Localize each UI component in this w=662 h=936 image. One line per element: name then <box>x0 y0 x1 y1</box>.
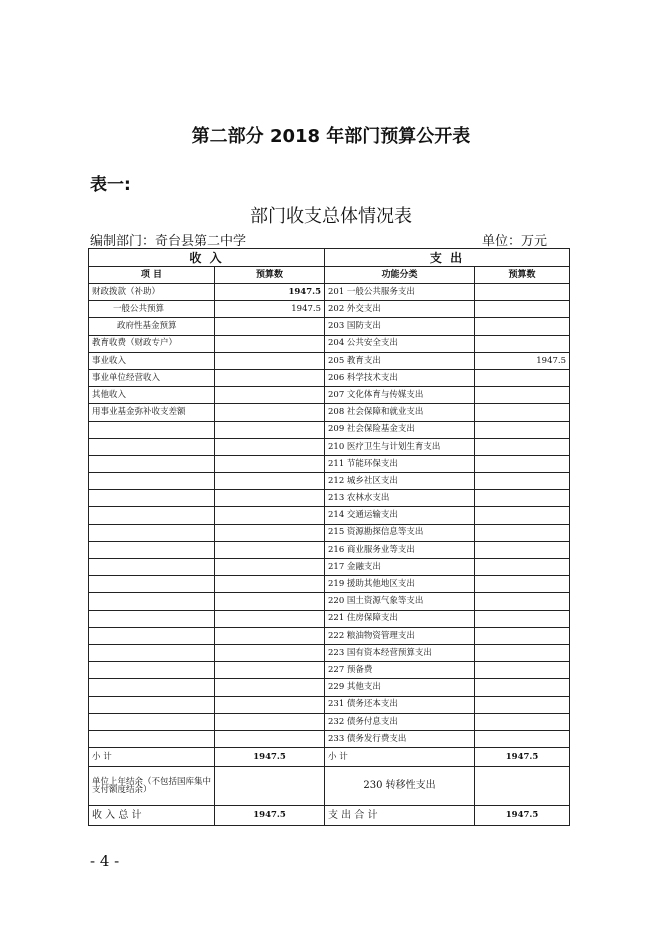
expense-value-cell <box>475 369 570 386</box>
income-value-cell <box>215 455 325 472</box>
expense-header: 支 出 <box>325 249 570 267</box>
income-item-cell <box>89 610 215 627</box>
expense-item-cell: 212 城乡社区支出 <box>325 473 475 490</box>
expense-item-cell: 207 文化体育与传媒支出 <box>325 387 475 404</box>
table-row <box>89 490 570 507</box>
income-item-cell <box>89 473 215 490</box>
expense-value-cell <box>475 318 570 335</box>
table-row <box>89 455 570 472</box>
col-budget-header: 预算数 <box>215 267 325 284</box>
table-row <box>89 696 570 713</box>
expense-value-cell <box>475 696 570 713</box>
expense-item-cell: 227 预备费 <box>325 662 475 679</box>
income-value-cell <box>215 335 325 352</box>
income-item-cell: 教育收费（财政专户） <box>89 335 215 352</box>
income-value-cell <box>215 644 325 661</box>
page-number: - 4 - <box>90 852 120 870</box>
expense-subtotal-value: 1947.5 <box>475 748 570 767</box>
expense-item-cell: 222 粮油物资管理支出 <box>325 627 475 644</box>
carryover-income-value <box>215 767 325 806</box>
expense-value-cell: 1947.5 <box>475 352 570 369</box>
table-row <box>89 593 570 610</box>
expense-item-cell: 202 外交支出 <box>325 301 475 318</box>
col-func-header: 功能分类 <box>325 267 475 284</box>
table-row <box>89 284 570 301</box>
expense-value-cell <box>475 387 570 404</box>
income-value-cell: 1947.5 <box>215 301 325 318</box>
table-row <box>89 369 570 386</box>
table-row <box>89 421 570 438</box>
expense-item-cell: 231 债务还本支出 <box>325 696 475 713</box>
expense-subtotal-label: 小 计 <box>325 748 475 767</box>
carryover-row <box>89 767 570 806</box>
income-value-cell <box>215 713 325 730</box>
unit-label: 单位：万元 <box>482 234 548 249</box>
table-row <box>89 713 570 730</box>
expense-item-cell: 214 交通运输支出 <box>325 507 475 524</box>
expense-item-cell: 232 债务付息支出 <box>325 713 475 730</box>
income-subtotal-value: 1947.5 <box>215 748 325 767</box>
expense-item-cell: 221 住房保障支出 <box>325 610 475 627</box>
income-value-cell <box>215 318 325 335</box>
income-value-cell <box>215 507 325 524</box>
table-row <box>89 318 570 335</box>
income-item-cell <box>89 421 215 438</box>
income-header: 收 入 <box>89 249 325 267</box>
expense-value-cell <box>475 490 570 507</box>
table-row <box>89 352 570 369</box>
carryover-expense-label: 230 转移性支出 <box>325 767 475 806</box>
expense-total-label: 支 出 合 计 <box>325 806 475 826</box>
table-row <box>89 507 570 524</box>
income-item-cell <box>89 730 215 747</box>
expense-item-cell: 229 其他支出 <box>325 679 475 696</box>
expense-value-cell <box>475 627 570 644</box>
income-item-cell <box>89 662 215 679</box>
expense-value-cell <box>475 404 570 421</box>
expense-item-cell: 210 医疗卫生与计划生育支出 <box>325 438 475 455</box>
expense-item-cell: 211 节能环保支出 <box>325 455 475 472</box>
table-row <box>89 404 570 421</box>
table-row <box>89 335 570 352</box>
income-value-cell <box>215 404 325 421</box>
expense-item-cell: 205 教育支出 <box>325 352 475 369</box>
income-value-cell <box>215 387 325 404</box>
income-item-cell: 事业收入 <box>89 352 215 369</box>
expense-item-cell: 203 国防支出 <box>325 318 475 335</box>
section-header-row <box>89 249 570 267</box>
income-value-cell <box>215 541 325 558</box>
income-value-cell <box>215 421 325 438</box>
column-header-row <box>89 267 570 284</box>
expense-value-cell <box>475 713 570 730</box>
col-budget2-header: 预算数 <box>475 267 570 284</box>
expense-value-cell <box>475 662 570 679</box>
income-item-cell <box>89 644 215 661</box>
expense-item-cell: 213 农林水支出 <box>325 490 475 507</box>
income-item-cell: 其他收入 <box>89 387 215 404</box>
table-row <box>89 679 570 696</box>
income-value-cell <box>215 679 325 696</box>
income-value-cell <box>215 559 325 576</box>
income-item-cell <box>89 593 215 610</box>
income-item-cell <box>89 576 215 593</box>
income-value-cell: 1947.5 <box>215 284 325 301</box>
department-label: 编制部门：奇台县第二中学 <box>90 234 247 249</box>
expense-value-cell <box>475 644 570 661</box>
table-row <box>89 473 570 490</box>
income-item-cell: 财政拨款（补助） <box>89 284 215 301</box>
income-value-cell <box>215 490 325 507</box>
expense-value-cell <box>475 301 570 318</box>
income-item-cell <box>89 541 215 558</box>
expense-item-cell: 208 社会保障和就业支出 <box>325 404 475 421</box>
expense-value-cell <box>475 576 570 593</box>
expense-value-cell <box>475 524 570 541</box>
expense-value-cell <box>475 455 570 472</box>
table-row <box>89 541 570 558</box>
income-item-cell: 事业单位经营收入 <box>89 369 215 386</box>
expense-value-cell <box>475 541 570 558</box>
expense-item-cell: 233 债务发行费支出 <box>325 730 475 747</box>
expense-value-cell <box>475 284 570 301</box>
expense-item-cell: 209 社会保险基金支出 <box>325 421 475 438</box>
income-value-cell <box>215 610 325 627</box>
table-row <box>89 662 570 679</box>
table-number: 表一: <box>90 175 131 195</box>
subtotal-row <box>89 748 570 767</box>
income-value-cell <box>215 524 325 541</box>
income-value-cell <box>215 627 325 644</box>
expense-total-value: 1947.5 <box>475 806 570 826</box>
income-value-cell <box>215 662 325 679</box>
expense-item-cell: 206 科学技术支出 <box>325 369 475 386</box>
income-item-cell <box>89 559 215 576</box>
income-total-value: 1947.5 <box>215 806 325 826</box>
income-value-cell <box>215 352 325 369</box>
income-value-cell <box>215 576 325 593</box>
income-value-cell <box>215 696 325 713</box>
table-row <box>89 438 570 455</box>
total-row <box>89 806 570 826</box>
table-row <box>89 730 570 747</box>
expense-value-cell <box>475 335 570 352</box>
table-row <box>89 627 570 644</box>
expense-value-cell <box>475 473 570 490</box>
col-item-header: 项 目 <box>89 267 215 284</box>
income-item-cell <box>89 455 215 472</box>
income-value-cell <box>215 473 325 490</box>
table-row <box>89 524 570 541</box>
expense-item-cell: 216 商业服务业等支出 <box>325 541 475 558</box>
income-subtotal-label: 小 计 <box>89 748 215 767</box>
expense-value-cell <box>475 438 570 455</box>
income-value-cell <box>215 438 325 455</box>
income-item-cell: 一般公共预算 <box>89 301 215 318</box>
table-row <box>89 387 570 404</box>
table-title: 部门收支总体情况表 <box>250 206 412 227</box>
table-row <box>89 644 570 661</box>
expense-item-cell: 220 国土资源气象等支出 <box>325 593 475 610</box>
income-item-cell <box>89 507 215 524</box>
income-item-cell <box>89 696 215 713</box>
part-title: 第二部分 2018 年部门预算公开表 <box>191 126 471 147</box>
carryover-expense-value <box>475 767 570 806</box>
table-row <box>89 610 570 627</box>
table-row <box>89 576 570 593</box>
expense-value-cell <box>475 421 570 438</box>
income-value-cell <box>215 593 325 610</box>
table-row <box>89 559 570 576</box>
expense-item-cell: 219 援助其他地区支出 <box>325 576 475 593</box>
expense-item-cell: 204 公共安全支出 <box>325 335 475 352</box>
expense-value-cell <box>475 559 570 576</box>
income-total-label: 收 入 总 计 <box>89 806 215 826</box>
expense-value-cell <box>475 507 570 524</box>
income-item-cell: 用事业基金弥补收支差额 <box>89 404 215 421</box>
income-item-cell <box>89 438 215 455</box>
income-item-cell <box>89 713 215 730</box>
expense-item-cell: 215 资源勘探信息等支出 <box>325 524 475 541</box>
expense-item-cell: 201 一般公共服务支出 <box>325 284 475 301</box>
income-item-cell <box>89 524 215 541</box>
expense-item-cell: 217 金融支出 <box>325 559 475 576</box>
budget-table <box>88 248 570 826</box>
income-value-cell <box>215 730 325 747</box>
income-item-cell <box>89 679 215 696</box>
income-value-cell <box>215 369 325 386</box>
expense-value-cell <box>475 730 570 747</box>
income-item-cell: 政府性基金预算 <box>89 318 215 335</box>
expense-value-cell <box>475 679 570 696</box>
expense-value-cell <box>475 610 570 627</box>
income-item-cell <box>89 490 215 507</box>
carryover-income-label: 单位上年结余（不包括国库集中支付额度结余） <box>89 767 215 806</box>
table-row <box>89 301 570 318</box>
expense-value-cell <box>475 593 570 610</box>
income-item-cell <box>89 627 215 644</box>
expense-item-cell: 223 国有资本经营预算支出 <box>325 644 475 661</box>
